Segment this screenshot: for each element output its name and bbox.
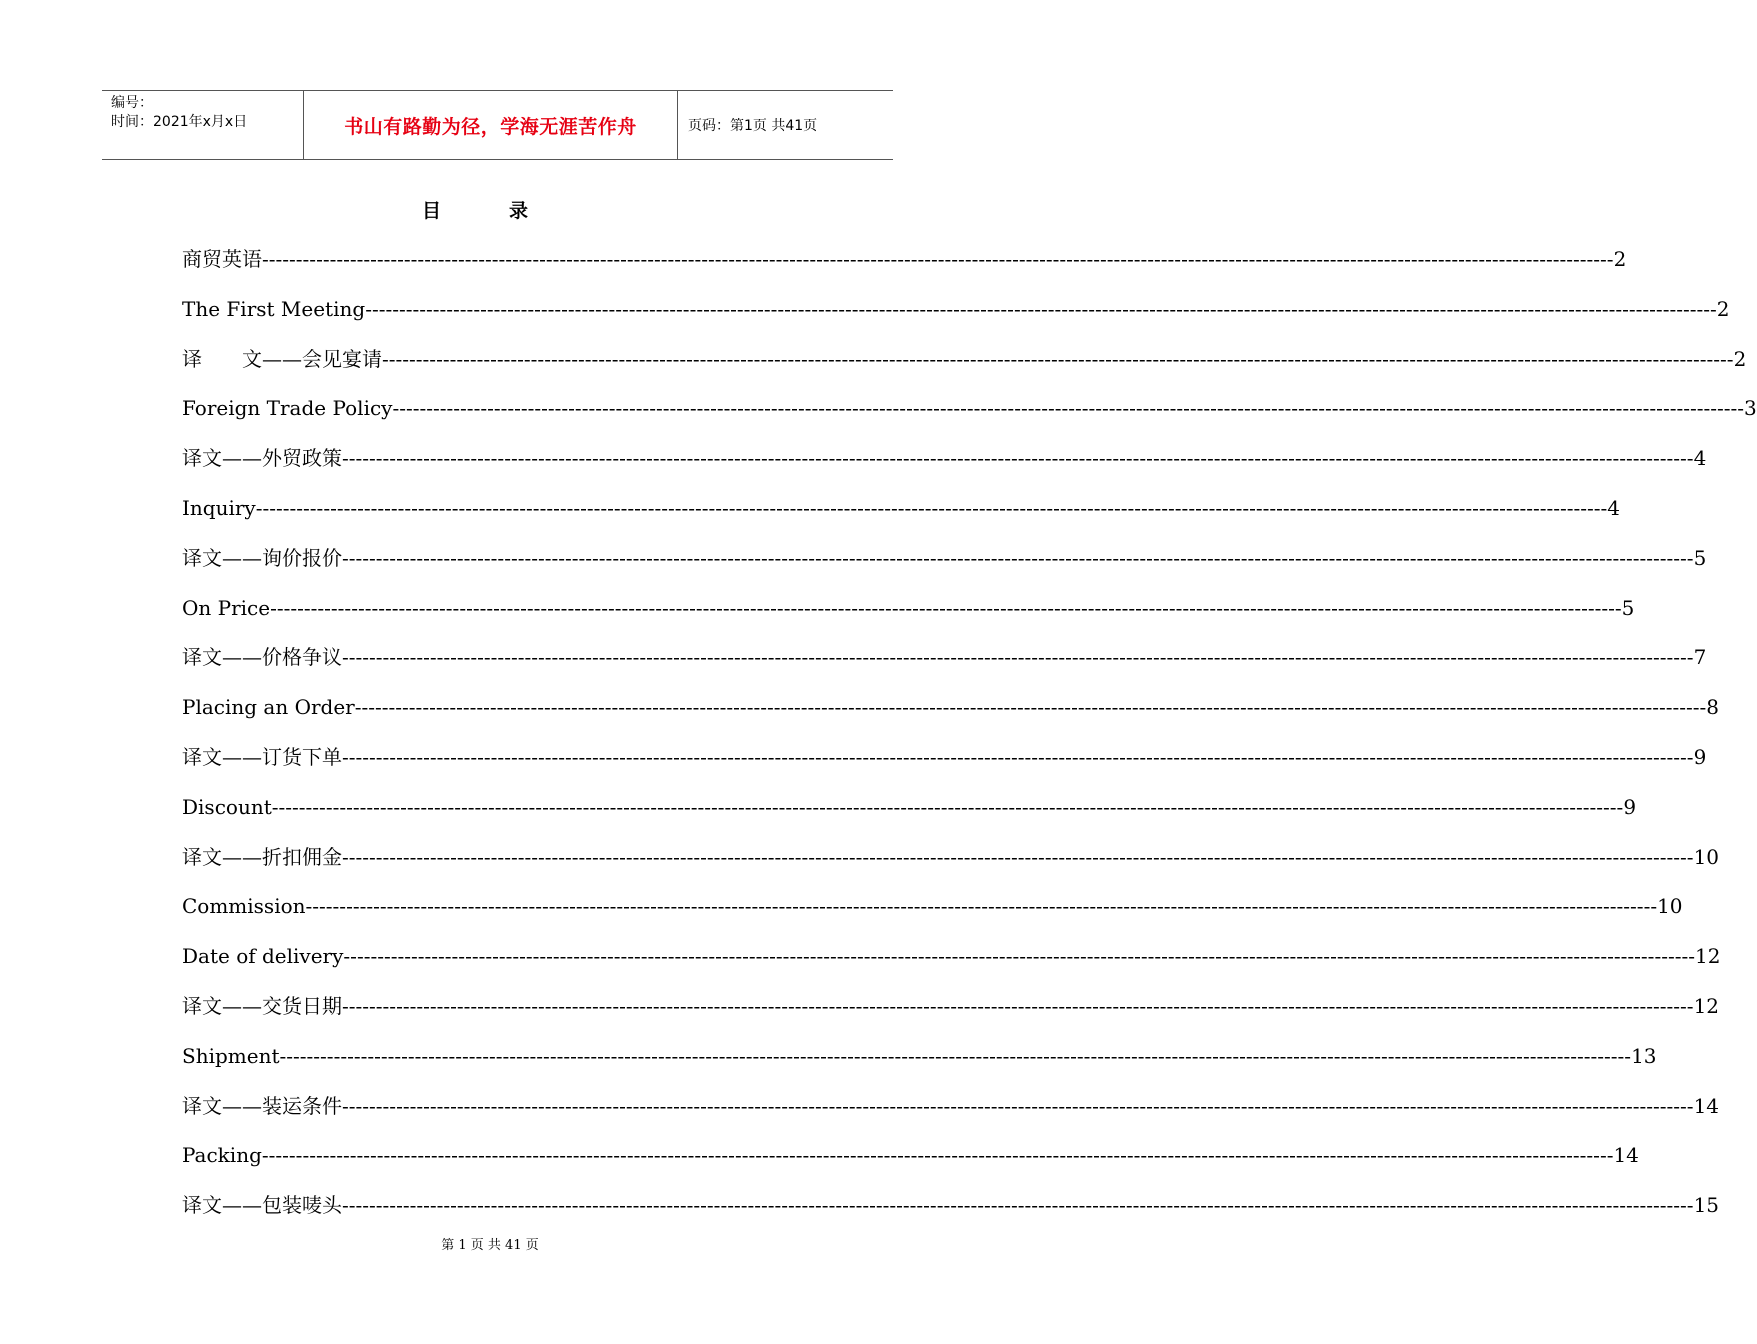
- toc-entry-page: 9: [1693, 744, 1707, 769]
- toc-entry-page: 5: [1693, 545, 1707, 570]
- toc-entry[interactable]: [182, 992, 1720, 1042]
- toc-entry-page: 14: [1693, 1093, 1720, 1118]
- toc-leader-dashes: --------------------------------------------------------------------------------------------------------------------------------------------------------------------------------------------------------: [354, 695, 1707, 720]
- toc-entry[interactable]: [182, 295, 1730, 345]
- toc-leader-dashes: --------------------------------------------------------------------------------------------------------------------------------------------------------------------------------------------------------: [342, 446, 1694, 471]
- toc-entry-page: 9: [1623, 794, 1637, 819]
- toc-leader-dashes: --------------------------------------------------------------------------------------------------------------------------------------------------------------------------------------------------------: [392, 396, 1745, 421]
- toc-entry-label: Commission: [182, 894, 306, 919]
- toc-entry-label: The First Meeting: [182, 296, 366, 321]
- toc-entry-label: Foreign Trade Policy: [182, 396, 393, 421]
- toc-entry-page: 13: [1631, 1043, 1657, 1068]
- toc-entry-label: Date of delivery: [182, 944, 344, 969]
- toc-entry-label: 译文——折扣佣金: [182, 844, 342, 869]
- header-motto: 书山有路勤为径，学海无涯苦作舟: [304, 91, 678, 159]
- toc-entry-label: On Price: [182, 595, 271, 620]
- toc-entry-page: 15: [1693, 1193, 1720, 1218]
- toc-entry-page: 5: [1621, 595, 1635, 620]
- toc-entry-page: 10: [1693, 844, 1720, 869]
- toc-leader-dashes: --------------------------------------------------------------------------------------------------------------------------------------------------------------------------------------------------------: [382, 346, 1734, 371]
- number-label: 编号：: [111, 95, 153, 111]
- toc-entry-page: 2: [1716, 296, 1730, 321]
- toc-leader-dashes: --------------------------------------------------------------------------------------------------------------------------------------------------------------------------------------------------------: [279, 1043, 1632, 1068]
- toc-title: 目录: [421, 200, 596, 222]
- toc-entry[interactable]: [182, 345, 1747, 395]
- page-header: [102, 90, 893, 160]
- toc-entry-page: 8: [1706, 695, 1720, 720]
- toc-leader-dashes: --------------------------------------------------------------------------------------------------------------------------------------------------------------------------------------------------------: [342, 645, 1694, 670]
- toc-leader-dashes: --------------------------------------------------------------------------------------------------------------------------------------------------------------------------------------------------------: [342, 744, 1694, 769]
- toc-entry[interactable]: [182, 494, 1621, 544]
- toc-entry-label: 译文——交货日期: [182, 993, 342, 1018]
- toc-leader-dashes: --------------------------------------------------------------------------------------------------------------------------------------------------------------------------------------------------------: [271, 794, 1624, 819]
- toc-leader-dashes: --------------------------------------------------------------------------------------------------------------------------------------------------------------------------------------------------------: [305, 894, 1658, 919]
- toc-entry[interactable]: [182, 245, 1627, 295]
- toc-leader-dashes: --------------------------------------------------------------------------------------------------------------------------------------------------------------------------------------------------------: [342, 844, 1694, 869]
- header-page-info: 页码：第1页 共41页: [688, 118, 818, 134]
- toc-entry[interactable]: [182, 444, 1707, 494]
- toc-entry[interactable]: [182, 1042, 1657, 1092]
- toc-entry[interactable]: [182, 544, 1707, 594]
- toc-entry[interactable]: [182, 643, 1707, 693]
- toc-entry[interactable]: [182, 743, 1707, 793]
- toc-entry-page: 10: [1657, 894, 1683, 919]
- toc-entry-label: Shipment: [182, 1043, 280, 1068]
- toc-entry[interactable]: [182, 394, 1757, 444]
- toc-entry[interactable]: [182, 1092, 1720, 1142]
- toc-entry-label: 商贸英语: [182, 247, 262, 271]
- toc-entry[interactable]: [182, 843, 1720, 893]
- toc-leader-dashes: --------------------------------------------------------------------------------------------------------------------------------------------------------------------------------------------------------: [342, 1093, 1694, 1118]
- toc-entry-page: 12: [1694, 944, 1721, 969]
- toc-entry[interactable]: [182, 1141, 1639, 1191]
- toc-entry[interactable]: [182, 892, 1683, 942]
- toc-leader-dashes: --------------------------------------------------------------------------------------------------------------------------------------------------------------------------------------------------------: [342, 993, 1694, 1018]
- toc-entry-label: 译文——外贸政策: [182, 446, 342, 471]
- toc-entry[interactable]: [182, 942, 1721, 992]
- toc-leader-dashes: --------------------------------------------------------------------------------------------------------------------------------------------------------------------------------------------------------: [342, 1193, 1694, 1218]
- toc-leader-dashes: --------------------------------------------------------------------------------------------------------------------------------------------------------------------------------------------------------: [365, 296, 1717, 321]
- toc-leader-dashes: --------------------------------------------------------------------------------------------------------------------------------------------------------------------------------------------------------: [343, 944, 1695, 969]
- toc-leader-dashes: --------------------------------------------------------------------------------------------------------------------------------------------------------------------------------------------------------: [262, 247, 1614, 271]
- toc-entry-page: 4: [1607, 495, 1621, 520]
- time-label: 时间：2021年x月x日: [111, 114, 248, 130]
- toc-entry-label: 译文——包装唛头: [182, 1193, 342, 1218]
- toc-entry-page: 3: [1744, 396, 1757, 421]
- toc-entry-page: 2: [1613, 247, 1627, 271]
- toc-entry-label: 译文——询价报价: [182, 545, 342, 570]
- toc-entry-label: 译文——订货下单: [182, 744, 342, 769]
- toc-leader-dashes: --------------------------------------------------------------------------------------------------------------------------------------------------------------------------------------------------------: [255, 495, 1608, 520]
- page-footer: 第 1 页 共 41 页: [441, 1238, 539, 1253]
- toc-entry-label: Inquiry: [182, 495, 256, 520]
- table-of-contents: [182, 245, 1757, 1241]
- toc-entry-label: Packing: [182, 1143, 262, 1168]
- toc-entry[interactable]: [182, 693, 1720, 743]
- toc-entry-page: 14: [1613, 1143, 1639, 1168]
- toc-entry-page: 12: [1693, 993, 1720, 1018]
- header-meta: [102, 91, 304, 159]
- toc-entry[interactable]: [182, 793, 1637, 843]
- toc-leader-dashes: --------------------------------------------------------------------------------------------------------------------------------------------------------------------------------------------------------: [342, 545, 1694, 570]
- toc-entry-label: 译文——价格争议: [182, 645, 342, 670]
- toc-leader-dashes: --------------------------------------------------------------------------------------------------------------------------------------------------------------------------------------------------------: [270, 595, 1622, 620]
- toc-entry[interactable]: [182, 594, 1635, 644]
- toc-entry-label: Placing an Order: [182, 695, 355, 720]
- toc-entry-page: 4: [1693, 446, 1707, 471]
- toc-entry-label: 译 文——会见宴请: [182, 346, 382, 371]
- toc-leader-dashes: --------------------------------------------------------------------------------------------------------------------------------------------------------------------------------------------------------: [261, 1143, 1614, 1168]
- toc-entry-label: Discount: [182, 794, 272, 819]
- toc-entry-label: 译文——装运条件: [182, 1093, 342, 1118]
- toc-entry-page: 7: [1693, 645, 1707, 670]
- toc-entry-page: 2: [1733, 346, 1747, 371]
